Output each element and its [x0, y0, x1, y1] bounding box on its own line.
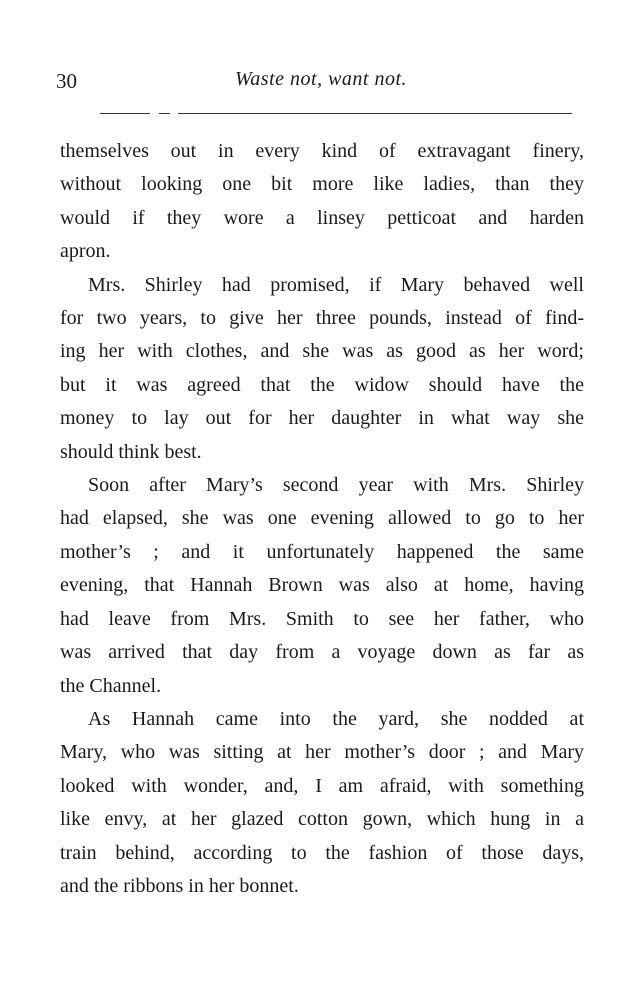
text-line: for two years, to give her three pounds, instead of find-: [60, 307, 584, 330]
header-rule-gap: [150, 110, 159, 116]
text-line: mother’s ; and it unfortunately happened the same: [60, 540, 584, 563]
text-line: had elapsed, she was one evening allowed to go to her: [60, 507, 584, 530]
paragraph-1: [60, 135, 584, 269]
text-line: Mrs. Shirley had promised, if Mary behaved well: [88, 273, 584, 296]
text-line: themselves out in every kind of extravagant finery,: [60, 140, 584, 162]
text-line: was arrived that day from a voyage down as far as: [60, 641, 584, 664]
text-line: looked with wonder, and, I am afraid, with something: [60, 774, 584, 797]
text-line: Soon after Mary’s second year with Mrs. Shirley: [88, 474, 584, 497]
paragraph-2: [60, 269, 584, 469]
text-line: but it was agreed that the widow should have the: [60, 373, 584, 396]
running-title: Waste not, want not.: [234, 68, 408, 90]
paragraph-4: [60, 703, 584, 903]
text-line: train behind, according to the fashion of those days,: [60, 841, 584, 864]
text-line: As Hannah came into the yard, she nodded at: [88, 707, 584, 730]
text-line: and the ribbons in her bonnet.: [60, 874, 299, 897]
text-line: apron.: [60, 240, 111, 263]
text-line: ing her with clothes, and she was as good as her word;: [60, 340, 584, 363]
paragraph-3: [60, 469, 584, 703]
text-line: evening, that Hannah Brown was also at home, having: [60, 574, 584, 597]
text-line: money to lay out for her daughter in what way she: [60, 407, 584, 430]
text-line: had leave from Mrs. Smith to see her father, who: [60, 607, 584, 630]
body-text: [60, 135, 584, 903]
text-line: without looking one bit more like ladies, than they: [60, 173, 584, 196]
text-line: would if they wore a linsey petticoat and harden: [60, 206, 584, 229]
text-line: like envy, at her glazed cotton gown, which hung in a: [60, 808, 584, 831]
text-line: the Channel.: [60, 674, 162, 697]
text-line: should think best.: [60, 440, 202, 463]
header-rule-gap: [170, 110, 178, 116]
text-line: Mary, who was sitting at her mother’s door ; and Mary: [60, 741, 584, 764]
page-number: 30: [56, 69, 77, 93]
running-head: [56, 66, 572, 96]
